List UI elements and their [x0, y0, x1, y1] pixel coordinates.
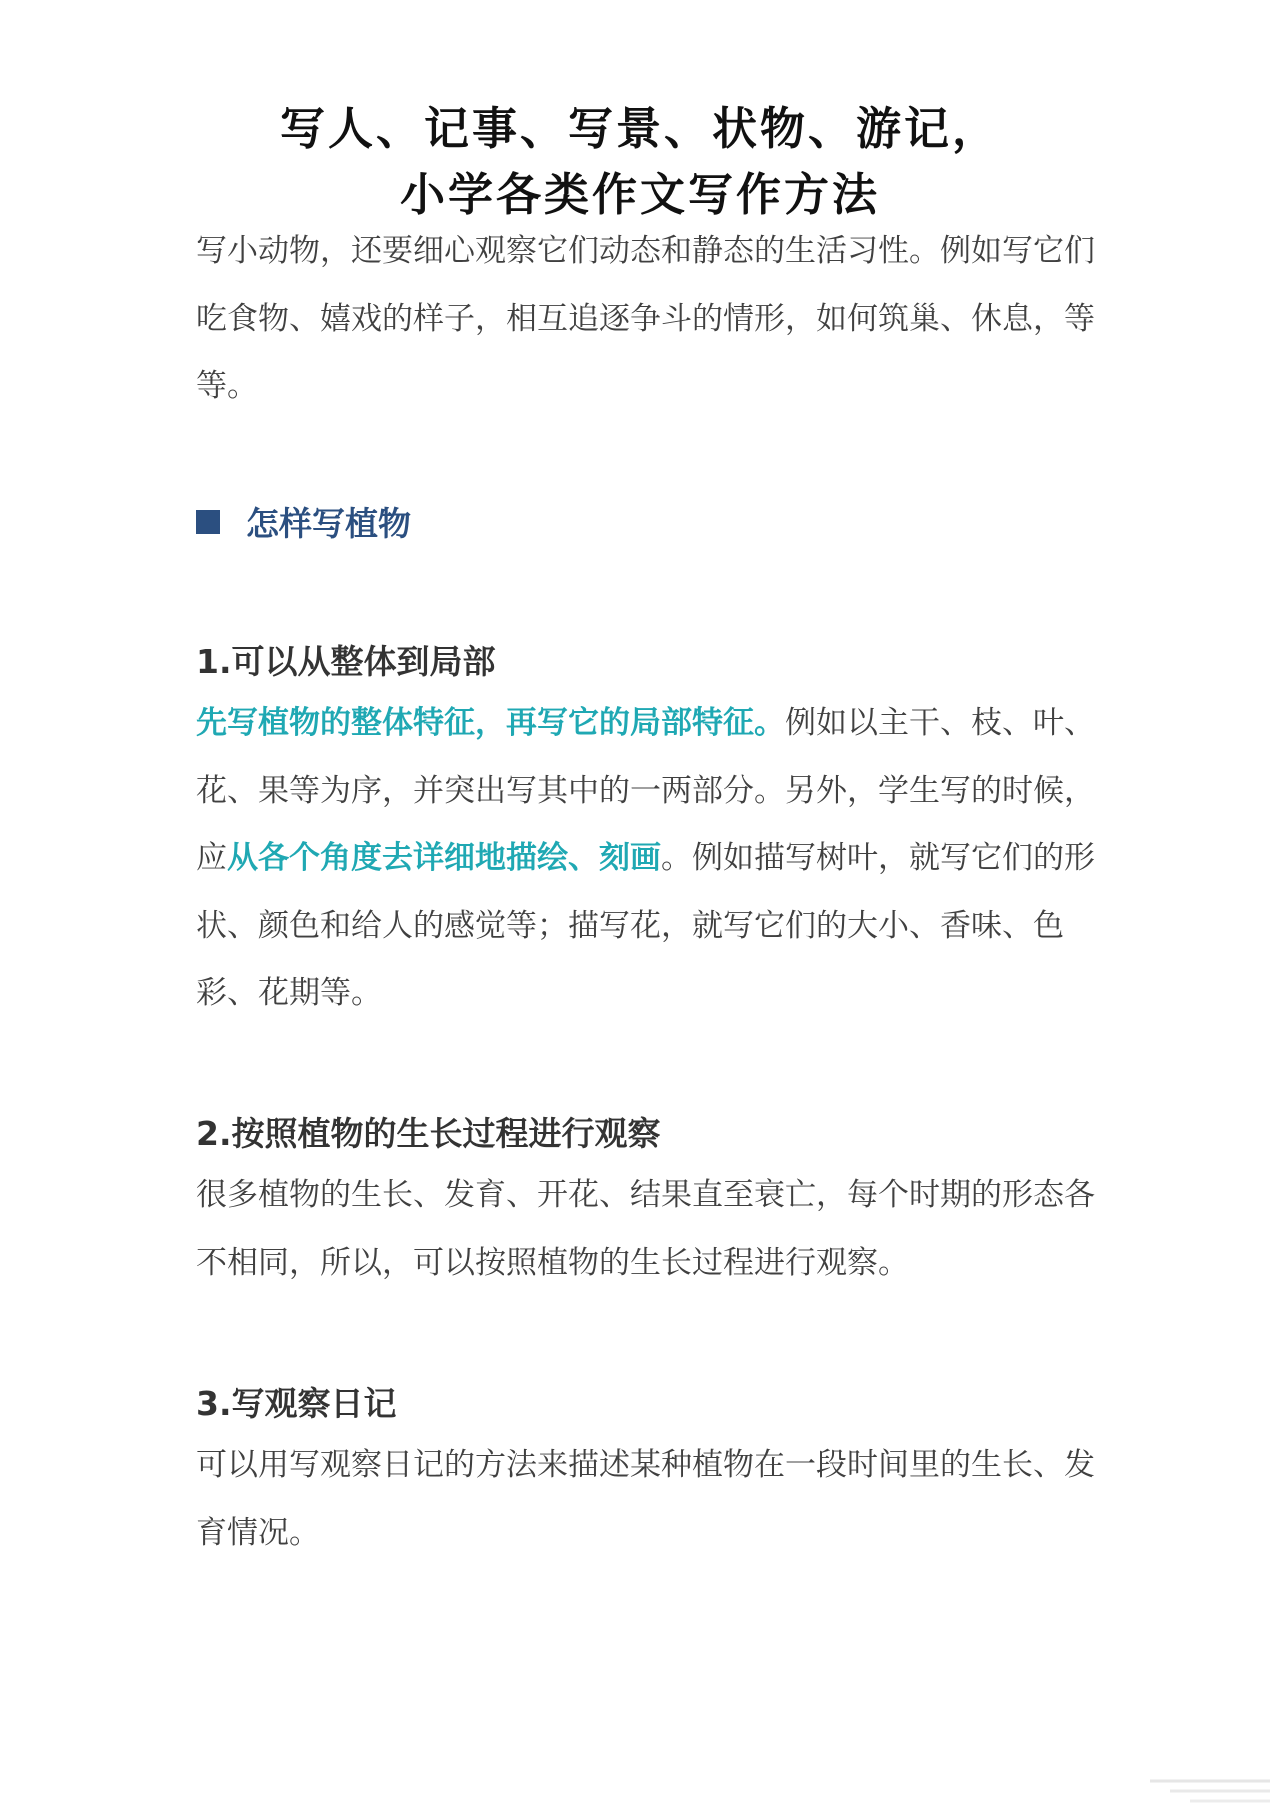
item-2-heading: 2.按照植物的生长过程进行观察 [196, 1114, 661, 1153]
item-3 [196, 1378, 1101, 1425]
item-1-body [196, 690, 1101, 1028]
item-2-paragraph: 很多植物的生长、发育、开花、结果直至衰亡，每个时期的形态各不相同，所以，可以按照植物的生长过程进行观察。 [196, 1177, 1095, 1281]
title-line-1: 写人、记事、写景、状物、游记， [279, 102, 1000, 155]
item-1-heading: 1.可以从整体到局部 [196, 642, 496, 681]
item-3-paragraph: 可以用写观察日记的方法来描述某种植物在一段时间里的生长、发育情况。 [196, 1447, 1095, 1551]
item-3-heading: 3.写观察日记 [196, 1384, 397, 1423]
item-2 [196, 1108, 1101, 1155]
item-1-text-2: 。例如描写树叶，就写它们的形状、颜色和给人的感觉等；描写花，就写它们的大小、香味、色彩、花期等。 [196, 840, 1095, 1011]
square-bullet-icon [196, 510, 220, 534]
item-3-body [196, 1432, 1101, 1567]
item-1-highlight-2: 从各个角度去详细地描绘、刻画 [227, 840, 661, 876]
title-line-2: 小学各类作文写作方法 [399, 168, 880, 221]
item-2-body [196, 1162, 1101, 1297]
section-heading-label: 怎样写植物 [246, 504, 411, 543]
item-1-highlight-1: 先写植物的整体特征，再写它的局部特征。 [196, 705, 785, 741]
item-1-text-1: 例如以主干、枝、叶、花、果等为序，并突出写其中的一两部分。另外，学生写的时候，应 [196, 705, 1095, 876]
item-1 [196, 636, 1101, 683]
section-heading [196, 498, 1101, 545]
corner-lines-icon [1120, 1769, 1280, 1809]
intro-block [196, 218, 1101, 421]
intro-paragraph: 写小动物，还要细心观察它们动态和静态的生活习性。例如写它们吃食物、嬉戏的样子，相互追逐争斗的情形，如何筑巢、休息，等等。 [196, 233, 1095, 404]
item-1-paragraph [196, 690, 1101, 1028]
